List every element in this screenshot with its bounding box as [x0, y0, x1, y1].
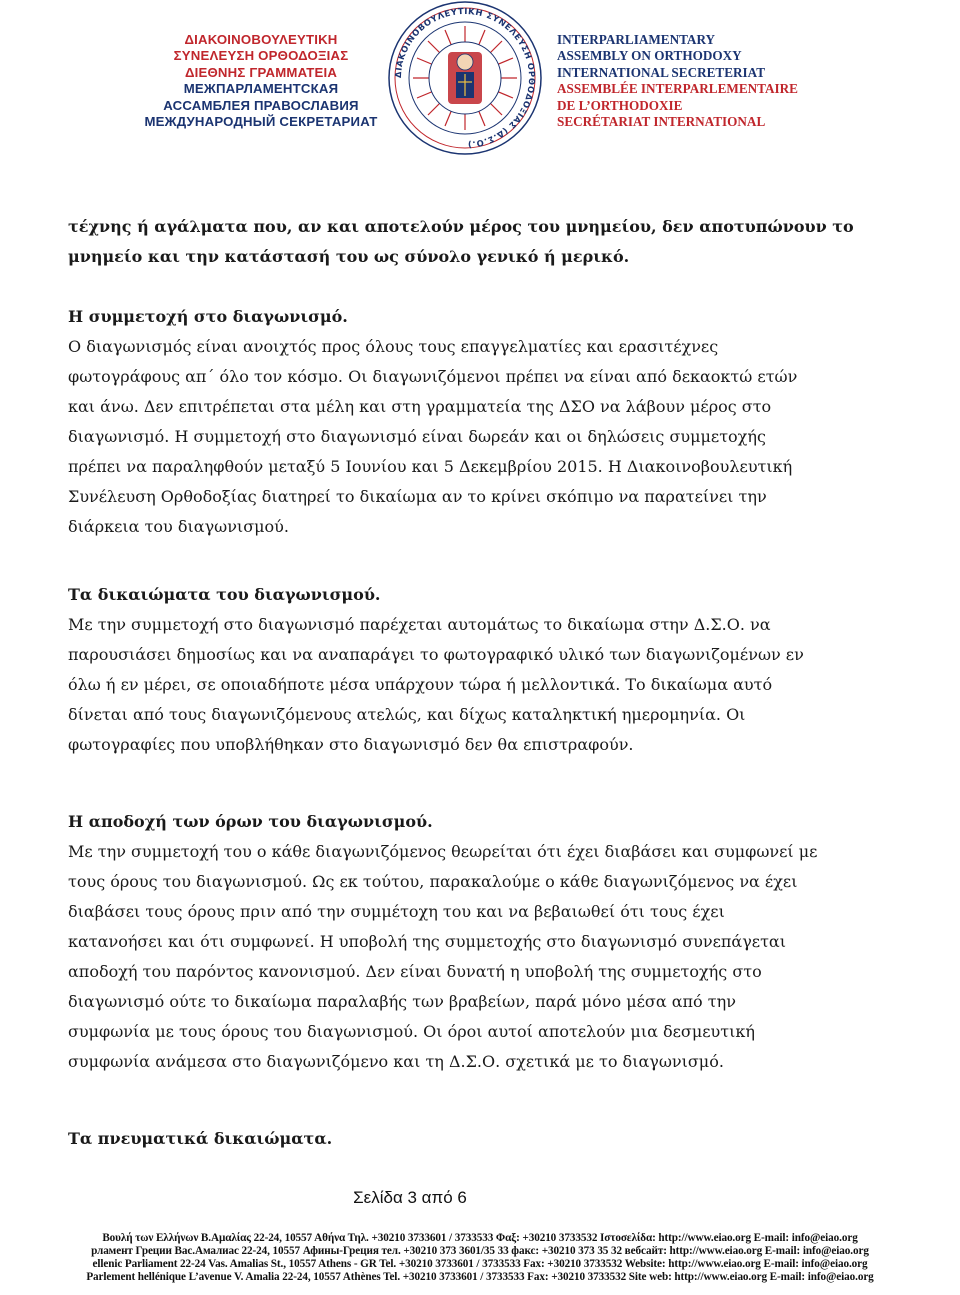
assembly-seal-icon: [378, 0, 552, 156]
participation-line: Συνέλευση Ορθοδοξίας διατηρεί το δικαίωμα αν το κρίνει σκόπιμο να παρατείνει την: [68, 487, 767, 506]
letterhead-left-line: ΣΥΝΕΛΕΥΣΗ ΟΡΘΟΔΟΞΙΑΣ: [173, 48, 349, 64]
letterhead-right-line: SECRÉTARIAT INTERNATIONAL: [557, 114, 766, 130]
document-body: [68, 212, 894, 1154]
letterhead-right-line: ASSEMBLÉE INTERPARLEMENTAIRE: [557, 81, 798, 97]
spacer: [68, 272, 894, 302]
acceptance-line: κατανοήσει και ότι συμφωνεί. Η υποβολή της συμμετοχής στο διαγωνισμό συνεπάγεται: [68, 932, 786, 951]
participation-line: Ο διαγωνισμός είναι ανοιχτός προς όλους τους επαγγελματίες και ερασιτέχνες: [68, 337, 719, 356]
letterhead-left-line: МЕЖДУНАРОДНЫЙ СЕКРЕТАРИАТ: [144, 114, 378, 130]
page-number: Σελίδα 3 από 6: [353, 1188, 467, 1207]
intro-line: μνημείο και την κατάστασή του ως σύνολο γενικό ή μερικό.: [68, 247, 630, 266]
acceptance-line: συμφωνία ανάμεσα στο διαγωνιζόμενο και τη Δ.Σ.Ο. σχετικά με το διαγωνισμό.: [68, 1052, 724, 1071]
participation-line: διαγωνισμό. Η συμμετοχή στο διαγωνισμό είναι δωρεάν και οι δηλώσεις συμμετοχής: [68, 427, 766, 446]
acceptance-line: διαβάσει τους όρους πριν από την συμμέτοχη του και να βεβαιωθεί ότι τους έχει: [68, 902, 725, 921]
letterhead-left-greek-russian: [140, 32, 382, 130]
rights-line: Με την συμμετοχή στο διαγωνισμό παρέχεται αυτομάτως το δικαίωμα στην Δ.Σ.Ο. να: [68, 615, 771, 634]
letterhead-left-line: МЕЖПАРЛАМЕНТСКАЯ: [183, 81, 339, 97]
letterhead-right-line: INTERNATIONAL SECRETERIAT: [557, 64, 765, 80]
acceptance-line: αποδοχή του παρόντος κανονισμού. Δεν είναι δυνατή η υποβολή της συμμετοχής στο: [68, 962, 762, 981]
participation-line: φωτογράφους απ΄ όλο τον κόσμο. Οι διαγωνιζόμενοι πρέπει να είναι από δεκαοκτώ ετών: [68, 367, 798, 386]
participation-line: πρέπει να παραληφθούν μεταξύ 5 Ιουνίου και 5 Δεκεμβρίου 2015. Η Διακοινοβουλευτική: [68, 457, 793, 476]
acceptance-line: συμφωνία με τους όρους του διαγωνισμού. Οι όροι αυτοί αποτελούν μια δεσμευτική: [68, 1022, 755, 1041]
letterhead-footer: [0, 1232, 960, 1295]
acceptance-line: διαγωνισμό ούτε το δικαίωμα παραλαβής των βραβείων, παρά μόνο μέσα από την: [68, 992, 736, 1011]
footer-address-russian: рламент Греции Вас.Амалиас 22-24, 10557 Афины-Греция тел. +30210 373 3601/35 33 факс: +30210 373 35 32 вебсайт: http://www.eiao.org E-mail: info@eiao.org: [91, 1245, 869, 1257]
letterhead-right-english-french: [557, 32, 857, 130]
section-title-rights: Τα δικαιώματα του διαγωνισμού.: [68, 585, 381, 604]
intro-line: τέχνης ή αγάλματα που, αν και αποτελούν μέρος του μνημείου, δεν αποτυπώνουν το: [68, 217, 854, 236]
section-title-participation: Η συμμετοχή στο διαγωνισμό.: [68, 307, 348, 326]
letterhead: [0, 0, 960, 150]
participation-line: διάρκεια του διαγωνισμού.: [68, 517, 289, 536]
seal-text: ΔΙΑΚΟΙΝΟΒΟΥΛΕΥΤΙΚΗ ΣΥΝΕΛΕΥΣΗ ΟΡΘΟΔΟΞΙΑΣ (Δ.Σ.Ο.): [392, 5, 538, 150]
footer-address-french: Parlement hellénique L’avenue V. Amalia 22-24, 10557 Athènes Tel. +30210 3733601 / 3733533 Fax: +30210 3733532 Site web: http://www.eiao.org E-mail: info@eiao.org: [86, 1271, 874, 1283]
rights-line: δίνεται από τους διαγωνιζόμενους ατελώς, και δίχως καταληκτική ημερομηνία. Οι: [68, 705, 746, 724]
section-title-acceptance: Η αποδοχή των όρων του διαγωνισμού.: [68, 812, 433, 831]
participation-line: και άνω. Δεν επιτρέπεται στα μέλη και στη γραμματεία της ΔΣΟ να λάβουν μέρος στο: [68, 397, 772, 416]
rights-line: όλω ή εν μέρει, σε οποιαδήποτε μέσα υπάρχουν τώρα ή μελλοντικά. Το δικαίωμα αυτό: [68, 675, 773, 694]
letterhead-left-line: АССАМБЛЕЯ ПРАВОСЛАВИЯ: [163, 97, 359, 113]
footer-address-greek: Βουλή των Ελλήνων Β.Αμαλίας 22-24, 10557 Αθήνα Τηλ. +30210 3733601 / 3733533 Φαξ: +30210 3733532 Ιστοσελίδα: http://www.eiao.org E-mail: info@eiao.org: [102, 1232, 858, 1244]
section-title-copyright: Τα πνευματικά δικαιώματα.: [68, 1129, 333, 1148]
acceptance-line: τους όρους του διαγωνισμού. Ως εκ τούτου, παρακαλούμε ο κάθε διαγωνιζόμενος να έχει: [68, 872, 798, 891]
acceptance-line: Με την συμμετοχή του ο κάθε διαγωνιζόμενος θεωρείται ότι έχει διαβάσει και συμφωνεί με: [68, 842, 818, 861]
letterhead-right-line: INTERPARLIAMENTARY: [557, 32, 716, 47]
rights-line: παρουσιάσει δημοσίως και να αναπαράγει το φωτογραφικό υλικό των διαγωνιζομένων εν: [68, 645, 804, 664]
letterhead-left-line: ΔΙΑΚΟΙΝΟΒΟΥΛΕΥΤΙΚΗ: [184, 32, 338, 47]
rights-line: φωτογραφίες που υποβλήθηκαν στο διαγωνισμό δεν θα επιστραφούν.: [68, 735, 634, 754]
spacer: [68, 760, 894, 807]
spacer: [68, 1077, 894, 1124]
letterhead-left-line: ΔΙΕΘΝΗΣ ΓΡΑΜΜΑΤΕΙΑ: [184, 64, 338, 80]
spacer: [68, 542, 894, 580]
footer-address-english: ellenic Parliament 22-24 Vas. Amalias St., 10557 Athens - GR Tel. +30210 3733601 / 3733533 Fax: +30210 3733532 Website: http://www.eiao.org E-mail: info@eiao.org: [92, 1258, 868, 1270]
letterhead-right-line: DE L’ORTHODOXIE: [557, 97, 683, 113]
letterhead-right-line: ASSEMBLY ON ORTHODOXY: [557, 48, 742, 64]
